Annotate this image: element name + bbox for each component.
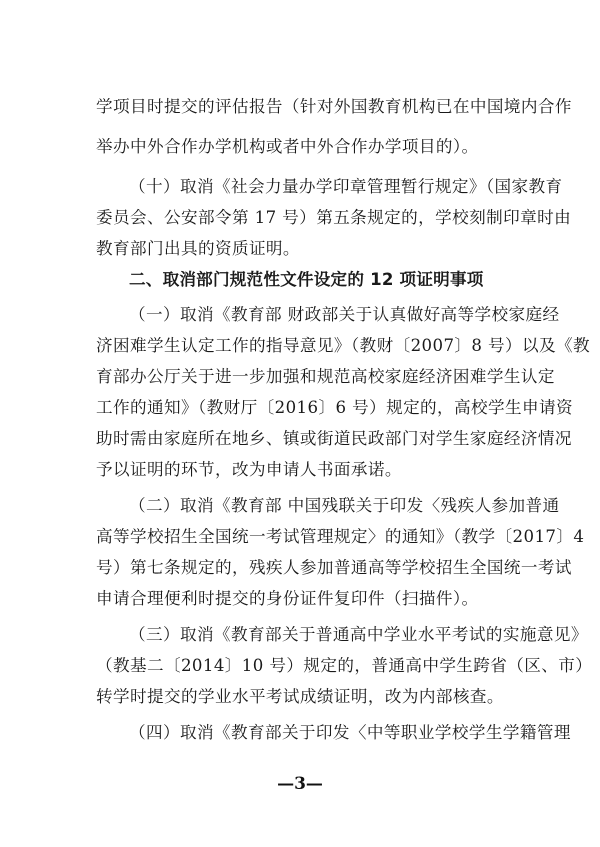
section-heading: 二、取消部门规范性文件设定的 12 项证明事项 xyxy=(129,270,484,289)
paragraph-start-line: （一）取消《教育部 财政部关于认真做好高等学校家庭经 xyxy=(129,305,560,324)
body-text-line: 助时需由家庭所在地乡、镇或街道民政部门对学生家庭经济情况 xyxy=(96,429,572,448)
body-text-line: 学项目时提交的评估报告（针对外国教育机构已在中国境内合作 xyxy=(96,97,572,116)
body-text-line: 委员会、公安部令第 17 号）第五条规定的，学校刻制印章时由 xyxy=(96,208,572,227)
paragraph-start-line: （四）取消《教育部关于印发〈中等职业学校学生学籍管理 xyxy=(129,723,571,742)
paragraph-start-line: （二）取消《教育部 中国残联关于印发〈残疾人参加普通 xyxy=(129,496,560,515)
paragraph-start-line: （三）取消《教育部关于普通高中学业水平考试的实施意见》 xyxy=(129,625,588,644)
body-text-line: 工作的通知》（教财厅〔2016〕6 号）规定的，高校学生申请资 xyxy=(96,398,574,417)
body-text-line: 予以证明的环节，改为申请人书面承诺。 xyxy=(96,460,402,479)
body-text-line: 申请合理便利时提交的身份证件复印件（扫描件）。 xyxy=(96,589,479,608)
body-text-line: 济困难学生认定工作的指导意见》（教财〔2007〕8 号）以及《教 xyxy=(96,336,590,355)
paragraph-start-line: （十）取消《社会力量办学印章管理暂行规定》（国家教育 xyxy=(129,177,563,196)
page-number: —3— xyxy=(277,774,323,794)
body-text-line: 高等学校招生全国统一考试管理规定〉的通知》（教学〔2017〕4 xyxy=(96,527,585,546)
body-text-line: 举办中外合作办学机构或者中外合作办学项目的）。 xyxy=(96,137,479,156)
body-text-line: 教育部门出具的资质证明。 xyxy=(96,239,300,258)
body-text-line: 号）第七条规定的，残疾人参加普通高等学校招生全国统一考试 xyxy=(96,558,572,577)
body-text-line: 转学时提交的学业水平考试成绩证明，改为内部核查。 xyxy=(96,687,504,706)
body-text-line: 育部办公厅关于进一步加强和规范高校家庭经济困难学生认定 xyxy=(96,367,555,386)
body-text-line: （教基二〔2014〕10 号）规定的，普通高中学生跨省（区、市） xyxy=(96,656,593,675)
